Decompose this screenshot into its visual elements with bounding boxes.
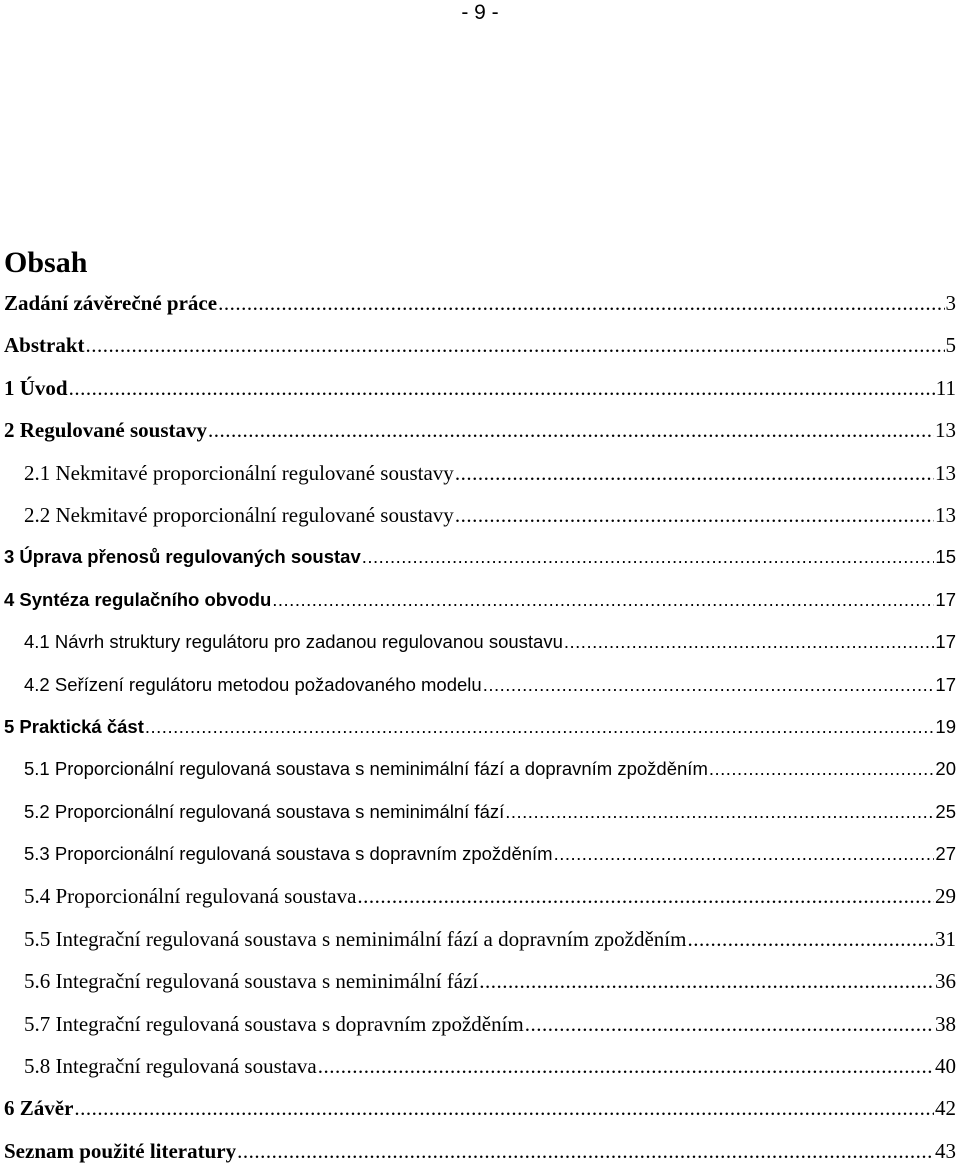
toc-entry-page: 17 xyxy=(935,673,956,695)
toc-leader-dots xyxy=(525,1003,934,1045)
toc-entry-zadani[interactable] xyxy=(4,282,960,324)
toc-entry-page: 13 xyxy=(935,460,956,485)
toc-entry-page: 40 xyxy=(935,1054,956,1079)
toc-leader-dots xyxy=(554,833,935,875)
toc-entry-label: 5.7 Integrační regulovaná soustava s dopravním zpožděním xyxy=(24,1011,524,1036)
toc-entry-6[interactable] xyxy=(4,1087,960,1129)
toc-leader-dots xyxy=(505,791,934,833)
toc-entry-literatura[interactable] xyxy=(4,1130,960,1172)
toc-entry-label: 5.8 Integrační regulovaná soustava xyxy=(24,1054,317,1079)
toc-entry-page: 11 xyxy=(935,375,956,400)
toc-entry-5-7[interactable] xyxy=(4,1003,960,1045)
toc-entry-label: 5.1 Proporcionální regulovaná soustava s neminimální fází a dopravním zpožděním xyxy=(24,758,708,780)
toc-leader-dots xyxy=(208,409,934,451)
toc-entry-3[interactable] xyxy=(4,536,960,578)
toc-list xyxy=(4,282,960,1172)
toc-entry-5-2[interactable] xyxy=(4,791,960,833)
toc-entry-label: 3 Úprava přenosů regulovaných soustav xyxy=(4,546,361,568)
toc-leader-dots xyxy=(455,494,934,536)
toc-entry-page: 5 xyxy=(945,333,956,358)
toc-leader-dots xyxy=(362,536,935,578)
toc-entry-label: Zadání závěrečné práce xyxy=(4,291,218,315)
toc-entry-label: 4.1 Návrh struktury regulátoru pro zadanou regulovanou soustavu xyxy=(24,631,563,653)
toc-entry-2-1[interactable] xyxy=(4,452,960,494)
toc-leader-dots xyxy=(86,324,945,366)
toc-entry-page: 29 xyxy=(935,884,956,909)
toc-entry-page: 43 xyxy=(935,1138,956,1163)
toc-entry-label: 2.2 Nekmitavé proporcionální regulované soustavy xyxy=(24,502,454,527)
toc-leader-dots xyxy=(272,579,934,621)
toc-entry-page: 19 xyxy=(935,715,956,737)
toc-leader-dots xyxy=(237,1130,934,1172)
toc-entry-label: 6 Závěr xyxy=(4,1096,74,1121)
toc-entry-label: Abstrakt xyxy=(4,333,85,358)
toc-entry-1[interactable] xyxy=(4,367,960,409)
toc-entry-page: 31 xyxy=(935,926,956,951)
toc-leader-dots xyxy=(145,706,935,748)
toc-entry-5[interactable] xyxy=(4,706,960,748)
toc-entry-2[interactable] xyxy=(4,409,960,451)
toc-leader-dots xyxy=(74,1087,934,1129)
toc-entry-page: 27 xyxy=(935,843,956,865)
toc-entry-5-1[interactable] xyxy=(4,748,960,790)
toc-entry-page: 13 xyxy=(935,502,956,527)
toc-entry-label: 1 Úvod xyxy=(4,375,68,400)
toc-entry-label: 2.1 Nekmitavé proporcionální regulované soustavy xyxy=(24,460,454,485)
toc-leader-dots xyxy=(687,918,934,960)
toc-entry-5-4[interactable] xyxy=(4,875,960,917)
toc-entry-page: 13 xyxy=(935,418,956,443)
toc-entry-4-1[interactable] xyxy=(4,621,960,663)
toc-entry-abstrakt[interactable] xyxy=(4,324,960,366)
toc-entry-4[interactable] xyxy=(4,579,960,621)
page-number: - 9 - xyxy=(461,1,499,24)
toc-entry-page: 36 xyxy=(935,969,956,994)
toc-entry-page: 17 xyxy=(935,631,956,653)
toc-entry-page: 42 xyxy=(935,1096,956,1121)
toc-entry-label: 4 Syntéza regulačního obvodu xyxy=(4,588,272,610)
toc-entry-page: 15 xyxy=(935,546,956,568)
toc-entry-5-5[interactable] xyxy=(4,918,960,960)
toc-entry-label: 2 Regulované soustavy xyxy=(4,418,208,443)
toc-leader-dots xyxy=(455,452,934,494)
toc-entry-label: 5.3 Proporcionální regulovaná soustava s dopravním zpožděním xyxy=(24,843,553,865)
toc-entry-4-2[interactable] xyxy=(4,664,960,706)
toc-leader-dots xyxy=(218,282,944,324)
toc-entry-label: 5.4 Proporcionální regulovaná soustava xyxy=(24,884,357,909)
toc-entry-label: 4.2 Seřízení regulátoru metodou požadovaného modelu xyxy=(24,673,482,695)
toc-leader-dots xyxy=(318,1045,934,1087)
toc-leader-dots xyxy=(479,960,934,1002)
toc-entry-5-3[interactable] xyxy=(4,833,960,875)
toc-entry-5-8[interactable] xyxy=(4,1045,960,1087)
toc-leader-dots xyxy=(564,621,935,663)
toc-title: Obsah xyxy=(4,246,88,279)
toc-entry-label: Seznam použité literatury xyxy=(4,1138,237,1163)
toc-entry-2-2[interactable] xyxy=(4,494,960,536)
toc-entry-page: 17 xyxy=(935,588,956,610)
toc-leader-dots xyxy=(357,875,934,917)
toc-leader-dots xyxy=(483,664,935,706)
toc-entry-label: 5.6 Integrační regulovaná soustava s neminimální fází xyxy=(24,969,479,994)
toc-leader-dots xyxy=(69,367,935,409)
toc-entry-page: 3 xyxy=(945,291,956,315)
toc-entry-page: 25 xyxy=(935,800,956,822)
toc-entry-5-6[interactable] xyxy=(4,960,960,1002)
toc-leader-dots xyxy=(709,748,935,790)
toc-entry-page: 38 xyxy=(935,1011,956,1036)
toc-entry-page: 20 xyxy=(935,758,956,780)
toc-entry-label: 5 Praktická část xyxy=(4,715,144,737)
table-of-contents xyxy=(4,240,960,1172)
toc-entry-label: 5.2 Proporcionální regulovaná soustava s neminimální fází xyxy=(24,800,505,822)
toc-entry-label: 5.5 Integrační regulovaná soustava s neminimální fází a dopravním zpožděním xyxy=(24,926,687,951)
